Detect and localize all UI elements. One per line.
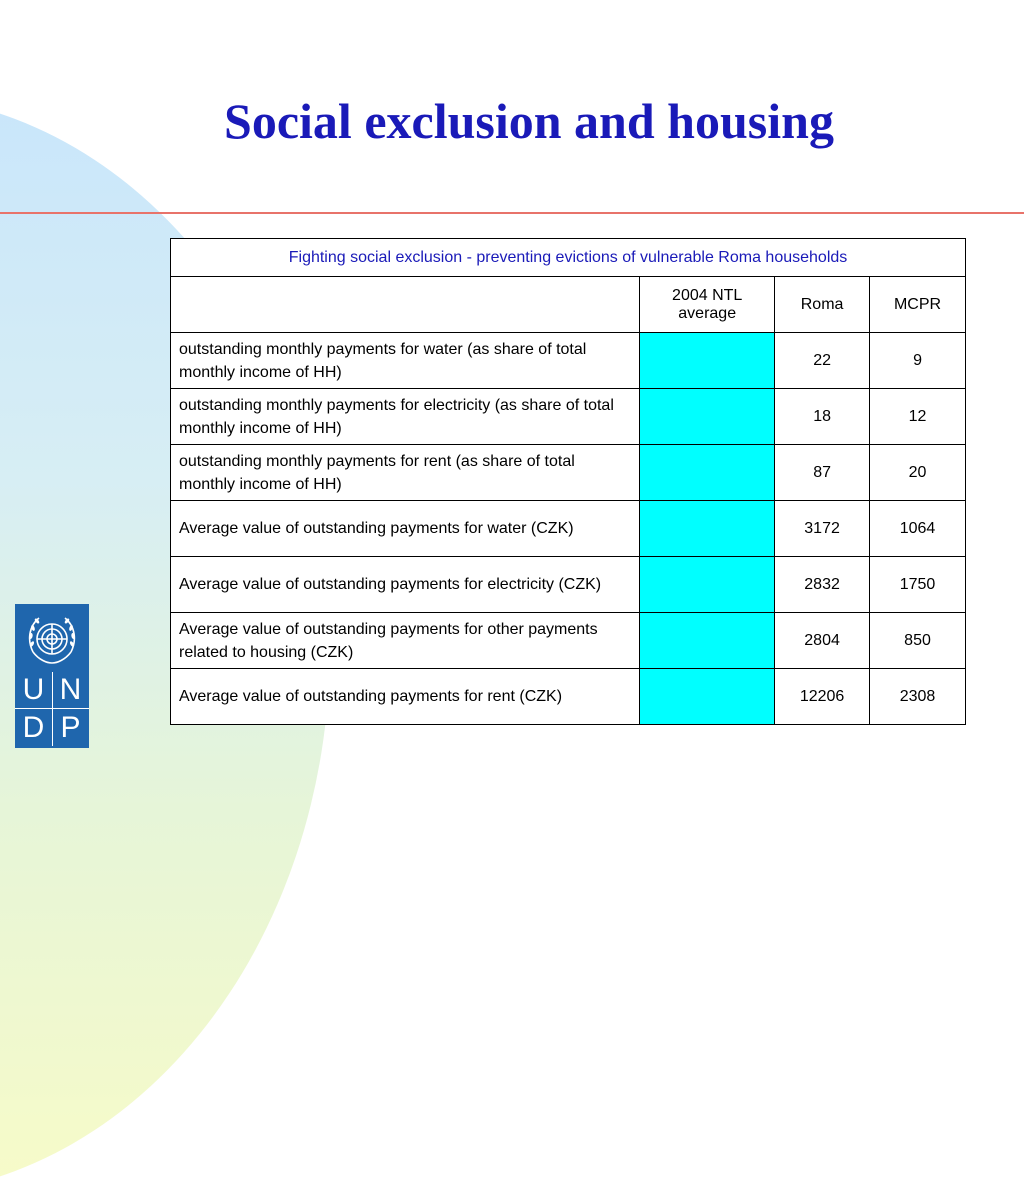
column-header-roma: Roma: [775, 277, 870, 333]
row-label: Average value of outstanding payments for water (CZK): [171, 501, 640, 557]
roma-value: 2804: [775, 613, 870, 669]
un-emblem-icon: [23, 610, 81, 668]
row-label: outstanding monthly payments for rent (as share of total monthly income of HH): [171, 445, 640, 501]
table-row: [171, 333, 966, 389]
roma-value: 2832: [775, 557, 870, 613]
ntl-average-cell: [640, 389, 775, 445]
table-header-row: [171, 277, 966, 333]
mcpr-value: 850: [870, 613, 966, 669]
table-row: [171, 501, 966, 557]
undp-logo: [15, 604, 89, 748]
logo-letter-u: U: [22, 673, 45, 706]
mcpr-value: 9: [870, 333, 966, 389]
roma-value: 12206: [775, 669, 870, 725]
housing-data-table: [170, 238, 966, 725]
row-label: Average value of outstanding payments for rent (CZK): [171, 669, 640, 725]
mcpr-value: 1750: [870, 557, 966, 613]
row-label: outstanding monthly payments for electricity (as share of total monthly income of HH): [171, 389, 640, 445]
column-header-mcpr: MCPR: [870, 277, 966, 333]
column-header-indicator: [171, 277, 640, 333]
mcpr-value: 2308: [870, 669, 966, 725]
row-label: Average value of outstanding payments for electricity (CZK): [171, 557, 640, 613]
table-row: [171, 389, 966, 445]
roma-value: 22: [775, 333, 870, 389]
ntl-average-cell: [640, 445, 775, 501]
mcpr-value: 12: [870, 389, 966, 445]
ntl-average-cell: [640, 557, 775, 613]
table-caption-row: [171, 239, 966, 277]
row-label: outstanding monthly payments for water (as share of total monthly income of HH): [171, 333, 640, 389]
ntl-average-cell: [640, 613, 775, 669]
table-row: [171, 445, 966, 501]
slide-title: Social exclusion and housing: [224, 93, 834, 149]
ntl-average-cell: [640, 501, 775, 557]
logo-letter-n: N: [59, 673, 82, 706]
ntl-average-cell: [640, 333, 775, 389]
logo-letter-d: D: [22, 711, 45, 744]
table-row: [171, 669, 966, 725]
roma-value: 3172: [775, 501, 870, 557]
roma-value: 87: [775, 445, 870, 501]
table-row: [171, 613, 966, 669]
table-caption: Fighting social exclusion - preventing evictions of vulnerable Roma households: [171, 239, 966, 277]
row-label: Average value of outstanding payments for other payments related to housing (CZK): [171, 613, 640, 669]
roma-value: 18: [775, 389, 870, 445]
column-header-ntl-average: 2004 NTL average: [640, 277, 775, 333]
mcpr-value: 1064: [870, 501, 966, 557]
table-row: [171, 557, 966, 613]
logo-letter-p: P: [60, 711, 81, 744]
ntl-average-cell: [640, 669, 775, 725]
title-divider: [0, 212, 1024, 214]
mcpr-value: 20: [870, 445, 966, 501]
